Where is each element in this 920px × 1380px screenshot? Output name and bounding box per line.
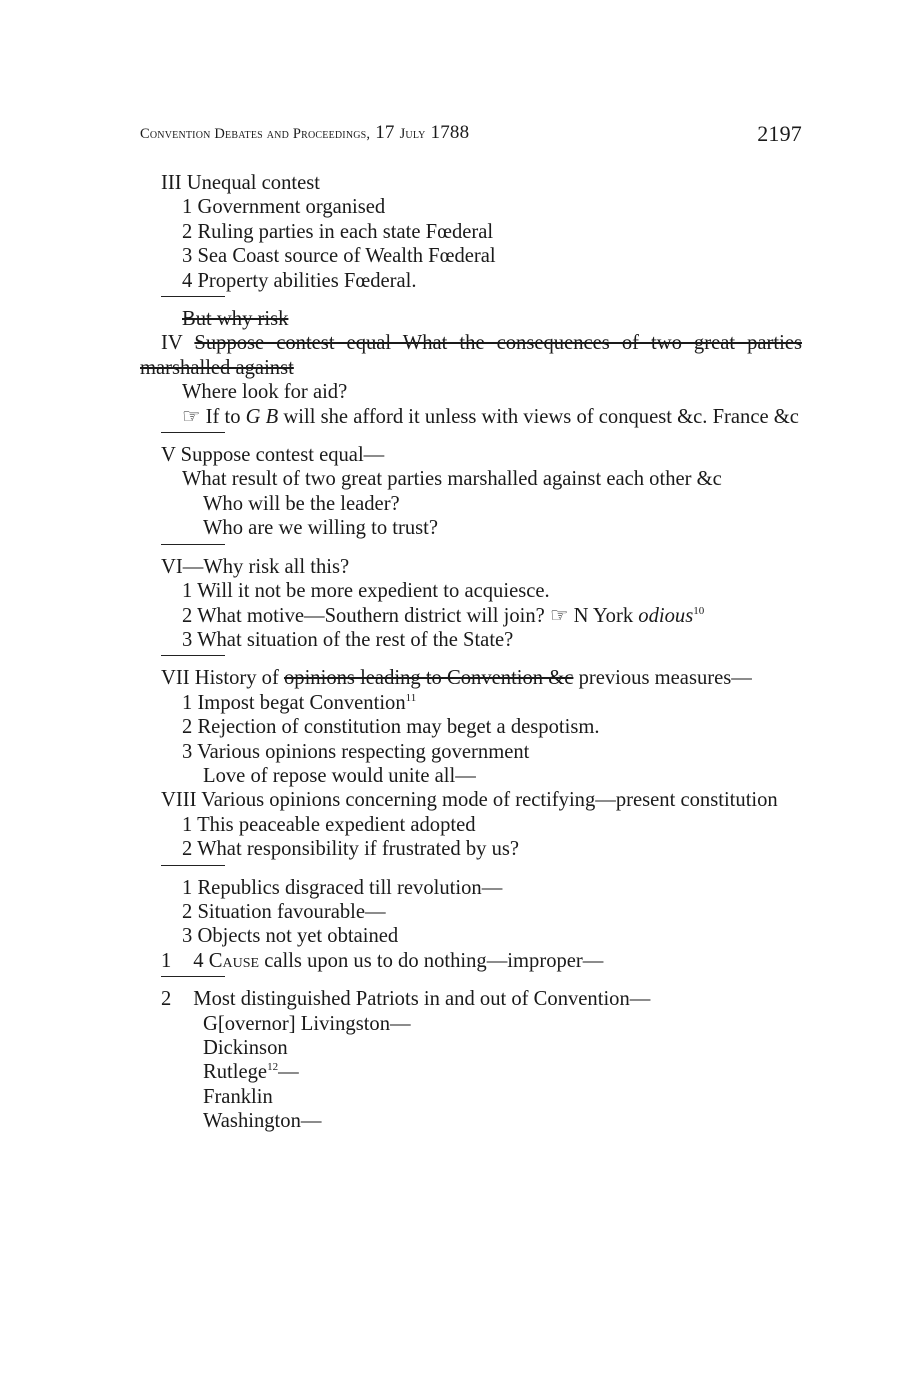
item2-mid: N York xyxy=(568,604,639,627)
list-item-1: 1 Republics disgraced till revolution— xyxy=(182,876,503,899)
footnote-ref: 12 xyxy=(267,1061,279,1074)
section-viii-item-1: 1 This peaceable expedient adopted xyxy=(182,813,476,836)
pointing-hand-icon: ☞ xyxy=(182,405,201,428)
vii-post: previous measures— xyxy=(573,667,752,690)
item2-pre: 2 What motive—Southern district will join? xyxy=(182,604,550,627)
patriot-name: Dickinson xyxy=(203,1037,288,1059)
list-item-2: 2 Situation favourable— xyxy=(182,900,386,923)
footnote-ref: 11 xyxy=(405,691,417,704)
section-divider xyxy=(161,296,225,297)
pointing-hand-icon: ☞ xyxy=(549,604,569,627)
section-viii-item-2: 2 What responsibility if frustrated by us? xyxy=(182,838,520,861)
section-vii-item-3b: Love of repose would unite all— xyxy=(203,764,476,787)
section-divider xyxy=(161,865,225,866)
section-iv-heading xyxy=(140,331,802,380)
patriots-heading xyxy=(140,987,802,1011)
cause-word: Cause xyxy=(208,949,260,972)
section-vii-item-2: 2 Rejection of constitution may beget a despotism. xyxy=(182,716,600,739)
patriot-name: G[overnor] Livingston— xyxy=(203,1012,411,1035)
patriots-heading-text: Most distinguished Patriots in and out of Convention— xyxy=(193,988,651,1011)
section-vi-heading: VI—Why risk all this? xyxy=(161,555,350,578)
rutlege-text: Rutlege xyxy=(203,1061,268,1084)
section-iii-item-2: 2 Ruling parties in each state Fœderal xyxy=(182,220,494,243)
item4-rest: calls upon us to do nothing—improper— xyxy=(259,949,604,972)
section-vi-item-1: 1 Will it not be more expedient to acquiesce. xyxy=(182,580,550,603)
section-v-q1: Who will be the leader? xyxy=(203,492,400,515)
section-divider xyxy=(161,544,225,545)
document-body xyxy=(140,171,802,1134)
section-iv-numeral: IV xyxy=(161,332,195,355)
section-vi-item-3: 3 What situation of the rest of the State? xyxy=(182,628,514,651)
section-iii-heading: III Unequal contest xyxy=(161,172,320,194)
footnote-ref: 10 xyxy=(693,604,705,617)
header-title xyxy=(140,122,469,143)
section-v-q2: Who are we willing to trust? xyxy=(203,517,439,540)
item-number: 4 xyxy=(193,949,204,972)
margin-number: 1 xyxy=(161,949,172,972)
section-iv-where: Where look for aid? xyxy=(182,381,348,404)
struck-text: Suppose contest equal What the consequences of two great parties marshalled against xyxy=(140,332,802,379)
header-month: July xyxy=(399,126,426,142)
section-divider xyxy=(161,432,225,433)
struck-text: But why risk xyxy=(182,308,289,331)
vii-pre: VII History of xyxy=(161,667,284,690)
patriot-name: Washington— xyxy=(203,1110,322,1133)
margin-number: 2 xyxy=(161,988,172,1011)
section-iv-struck-line xyxy=(140,307,802,331)
section-iv-if-line xyxy=(140,405,802,429)
section-v-heading: V Suppose contest equal— xyxy=(161,444,385,467)
section-divider xyxy=(161,976,225,977)
header-title-text: Convention Debates and Proceedings, xyxy=(140,126,371,142)
patriot-name xyxy=(140,1060,802,1084)
section-viii-heading: VIII Various opinions concerning mode of rectifying—present constitution xyxy=(161,789,778,812)
header-year: 1788 xyxy=(430,122,470,143)
section-vii-item-1 xyxy=(140,691,802,715)
running-header xyxy=(140,122,802,144)
section-divider xyxy=(161,655,225,656)
section-vi-item-2 xyxy=(140,604,802,628)
list-item-3: 3 Objects not yet obtained xyxy=(182,925,399,948)
page-number: 2197 xyxy=(757,121,802,146)
section-iii-item-1: 1 Government organised xyxy=(182,196,386,219)
rutlege-dash: — xyxy=(278,1061,299,1084)
struck-text: opinions leading to Convention &c xyxy=(283,667,574,690)
item1-text: 1 Impost begat Convention xyxy=(182,691,406,714)
item2-italic: odious xyxy=(638,604,694,627)
section-iii-item-4: 4 Property abilities Fœderal. xyxy=(182,269,417,292)
patriot-name: Franklin xyxy=(203,1085,273,1108)
if-gb: G B xyxy=(245,405,279,428)
if-pre: If to xyxy=(200,405,246,428)
list-item-4 xyxy=(140,949,802,973)
if-post: will she afford it unless with views of conquest &c. France &c xyxy=(278,405,799,428)
section-v-line: What result of two great parties marshalled against each other &c xyxy=(182,468,722,491)
section-vii-heading xyxy=(140,666,802,690)
header-day: 17 xyxy=(375,122,395,143)
section-iii-item-3: 3 Sea Coast source of Wealth Fœderal xyxy=(182,245,496,268)
section-vii-item-3: 3 Various opinions respecting government xyxy=(182,740,530,763)
